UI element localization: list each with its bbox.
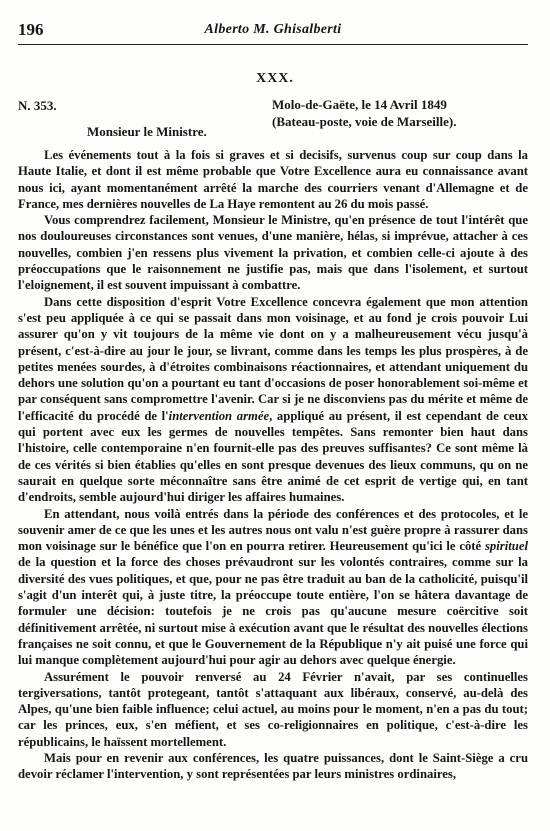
- paragraph: Mais pour en revenir aux conférences, les quatre puissances, dont le Saint-Siège a cru devoir réclamer l'intervention, y sont représentées par leurs ministres ordinaires,: [18, 750, 528, 782]
- document-number: N. 353.: [18, 98, 57, 113]
- paragraph-text: Dans cette disposition d'esprit Votre Excellence concevra également que mon attention s'est peu appliquée à ce qui se passait dans mon voisinage, et au fond je crois pouvoir Lui assurer qu'on y vit toujours de la même vie dont on y a malheureusement vécu jusqu'à présent, c'est-à-dire au jour le jour, se livrant, comme dans les temps les plus prospères, à de petites menées sourdes, à d'étroites combinaisons réactionnaires, et attendant uniquement du dehors une solution qu'on a pourtant eu tant d'occasions de poser honorablement soi-même et par conséquent sans compromettre l'avenir. Car si je ne disconviens pas du mérite et même de l'efficacité du procédé de l': [18, 294, 528, 423]
- paragraph: Les événements tout à la fois si graves et si decisifs, survenus coup sur coup dans la Haute Italie, et dont il est même probable que Votre Excellence aura eu connaissance avant nous ici, ayant momentanément arrêté la marche des courriers venant d'Allemagne et de France, mes dernières nouvelles de La Haye remontent au 26 du mois passé.: [18, 148, 528, 211]
- italic-term: intervention armée: [168, 408, 270, 423]
- paragraph-text: , appliqué au présent, il est cependant de ceux qui portent avec eux les germes de nouvelles tempêtes. Sans remonter bien haut dans l'histoire, celle contemporaine n'en fournit-elle pas des preuves suffisantes? Ce sont même là de ces vérités si bien établies qu'elles en sont presque devenues des lieux communs, qu on ne saurait en quelque sorte méconnaître sans être animé de cet esprit de vertige qui, en tant d'endroits, semble aujourd'hui diriger les affaires humaines.: [18, 408, 529, 505]
- running-head: [18, 20, 528, 42]
- running-title: Alberto M. Ghisalberti: [204, 22, 342, 37]
- italic-term: spirituel: [484, 539, 528, 554]
- transport-line: (Bateau-poste, voie de Marseille).: [272, 114, 457, 129]
- paragraph: Assurément le pouvoir renversé au 24 Février n'avait, par ses continuelles tergiversations, tantôt protegeant, tantôt s'attaquant aux libéraux, conservé, au-delà des Alpes, qu'une bien faible influence; celui actuel, au moins pour le moment, n'en a pas du tout; car les princes, eux, s'en méfient, et ses co-religionnaires en politique, c'est-à-dire les républicains, le haïssent mortellement.: [18, 669, 528, 749]
- letter-body: [18, 147, 528, 783]
- paragraph: [18, 294, 528, 506]
- paragraph: Vous comprendrez facilement, Monsieur le Ministre, qu'en présence de tout l'intérêt que nos douloureuses circonstances sont venues, d'une manière, hélas, si imprévue, attacher à ces nouvelles, combien j'en ressens plus vivement la privation, et combien celle-ci ajoute à des préoccupations que le raisonnement ne justifie pas, mais que dans l'isolement, et surtout l'eloignement, il est souvent impuissant à combattre.: [18, 213, 528, 293]
- section-number: XXX.: [256, 71, 294, 86]
- salutation: Monsieur le Ministre.: [87, 124, 207, 139]
- place-date: [272, 96, 456, 130]
- place-date-line: Molo-de-Gaëte, le 14 Avril 1849: [272, 97, 447, 112]
- paragraph: [18, 506, 528, 669]
- header-rule: [18, 44, 528, 45]
- paragraph-text: de la question et la force des choses prévaudront sur les volontés contraires, comme sur la diversité des vues politiques, et que, pour ne pas être traduit au ban de la catholicité, puisqu'il s'agit d'un interêt qui, à juste titre, la préoccupe toute entière, l'on se hâtera davantage de formuler une décision: toutefois je ne crois pas qu'aucune mesure coërcitive soit définitivement arrêtée, ni surtout mise à exécution avant que le résultat des nouvelles élections françaises ne soit connu, et que le Gouvernement de la République n'y ait puisé une force qui lui manque complètement aujourd'hui pour agir au dehors avec quelque énergie.: [18, 555, 528, 668]
- page-number: 196: [18, 20, 44, 39]
- paragraph-text: En attendant, nous voilà entrés dans la période des conférences et des protocoles, et le souvenir amer de ce que les unes et les autres nous ont valu n'est guère propre à rassurer dans mon voisinage sur le bénéfice que l'on en pourra retirer. Heureusement qu'ici le côté: [18, 506, 528, 554]
